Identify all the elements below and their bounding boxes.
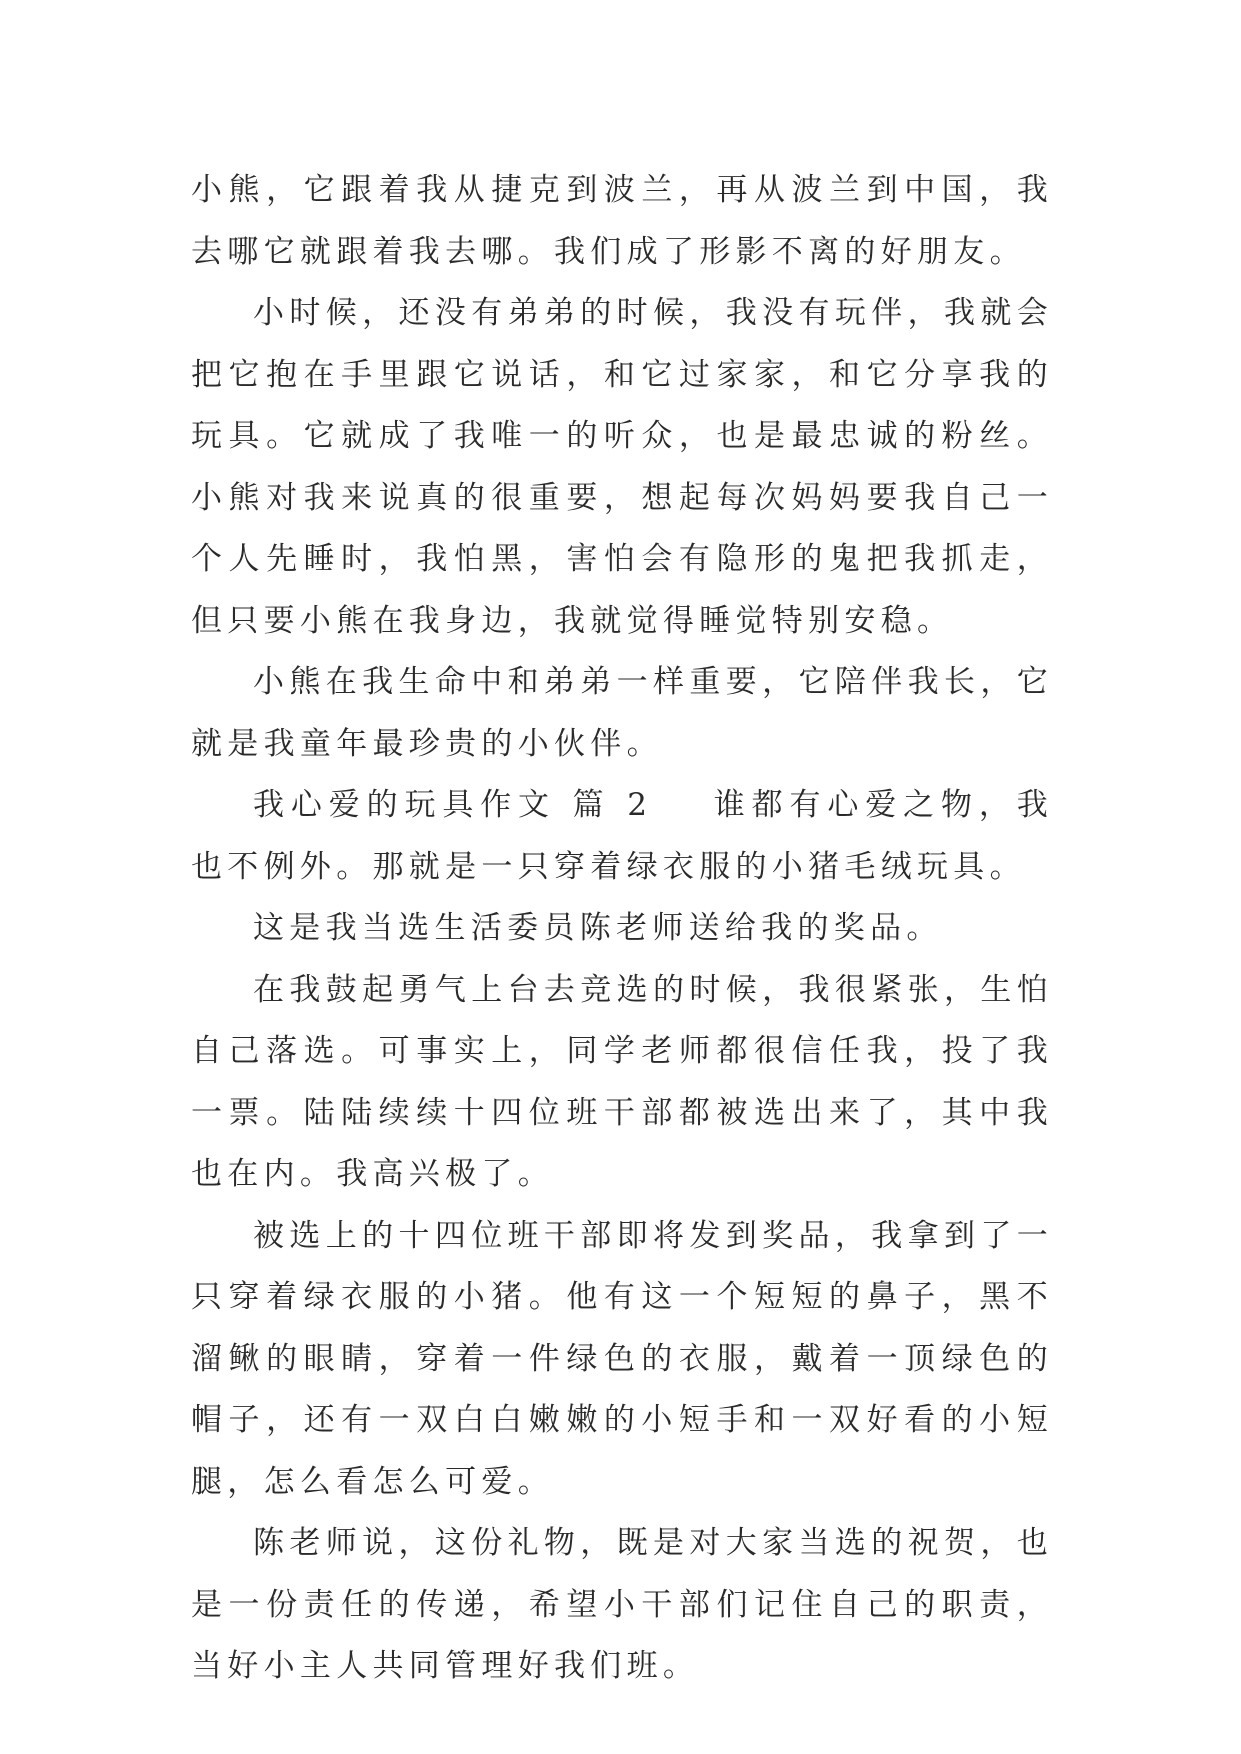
paragraph: 小熊在我生命中和弟弟一样重要，它陪伴我长，它就是我童年最珍贵的小伙伴。 xyxy=(191,664,1053,762)
paragraph: 被选上的十四位班干部即将发到奖品，我拿到了一只穿着绿衣服的小猪。他有这一个短短的鼻子，黑不溜鳅的眼睛，穿着一件绿色的衣服，戴着一顶绿色的帽子，还有一双白白嫩嫩的小短手和一双好看的小短腿，怎么看怎么可爱。 xyxy=(191,1217,1053,1500)
paragraph: 小时候，还没有弟弟的时候，我没有玩伴，我就会把它抱在手里跟它说话，和它过家家，和它分享我的玩具。它就成了我唯一的听众，也是最忠诚的粉丝。小熊对我来说真的很重要，想起每次妈妈要我自己一个人先睡时，我怕黑，害怕会有隐形的鬼把我抓走，但只要小熊在我身边，我就觉得睡觉特别安稳。 xyxy=(191,295,1053,639)
paragraph: 陈老师说，这份礼物，既是对大家当选的祝贺，也是一份责任的传递，希望小干部们记住自己的职责，当好小主人共同管理好我们班。 xyxy=(191,1525,1053,1684)
document-body xyxy=(191,160,1053,1698)
paragraph: 在我鼓起勇气上台去竞选的时候，我很紧张，生怕自己落选。可事实上，同学老师都很信任我，投了我一票。陆陆续续十四位班干部都被选出来了，其中我也在内。我高兴极了。 xyxy=(191,971,1053,1192)
section-heading: 我心爱的玩具作文 篇 2 xyxy=(253,787,653,823)
section-heading-paragraph xyxy=(191,775,1053,898)
paragraph: 小熊，它跟着我从捷克到波兰，再从波兰到中国，我去哪它就跟着我去哪。我们成了形影不离的好朋友。 xyxy=(191,172,1053,270)
section-first-sentence: 谁都有心爱之物，我也不例外。那就是一只穿着绿衣服的小猪毛绒玩具。 xyxy=(191,787,1054,885)
paragraph: 这是我当选生活委员陈老师送给我的奖品。 xyxy=(253,910,943,946)
